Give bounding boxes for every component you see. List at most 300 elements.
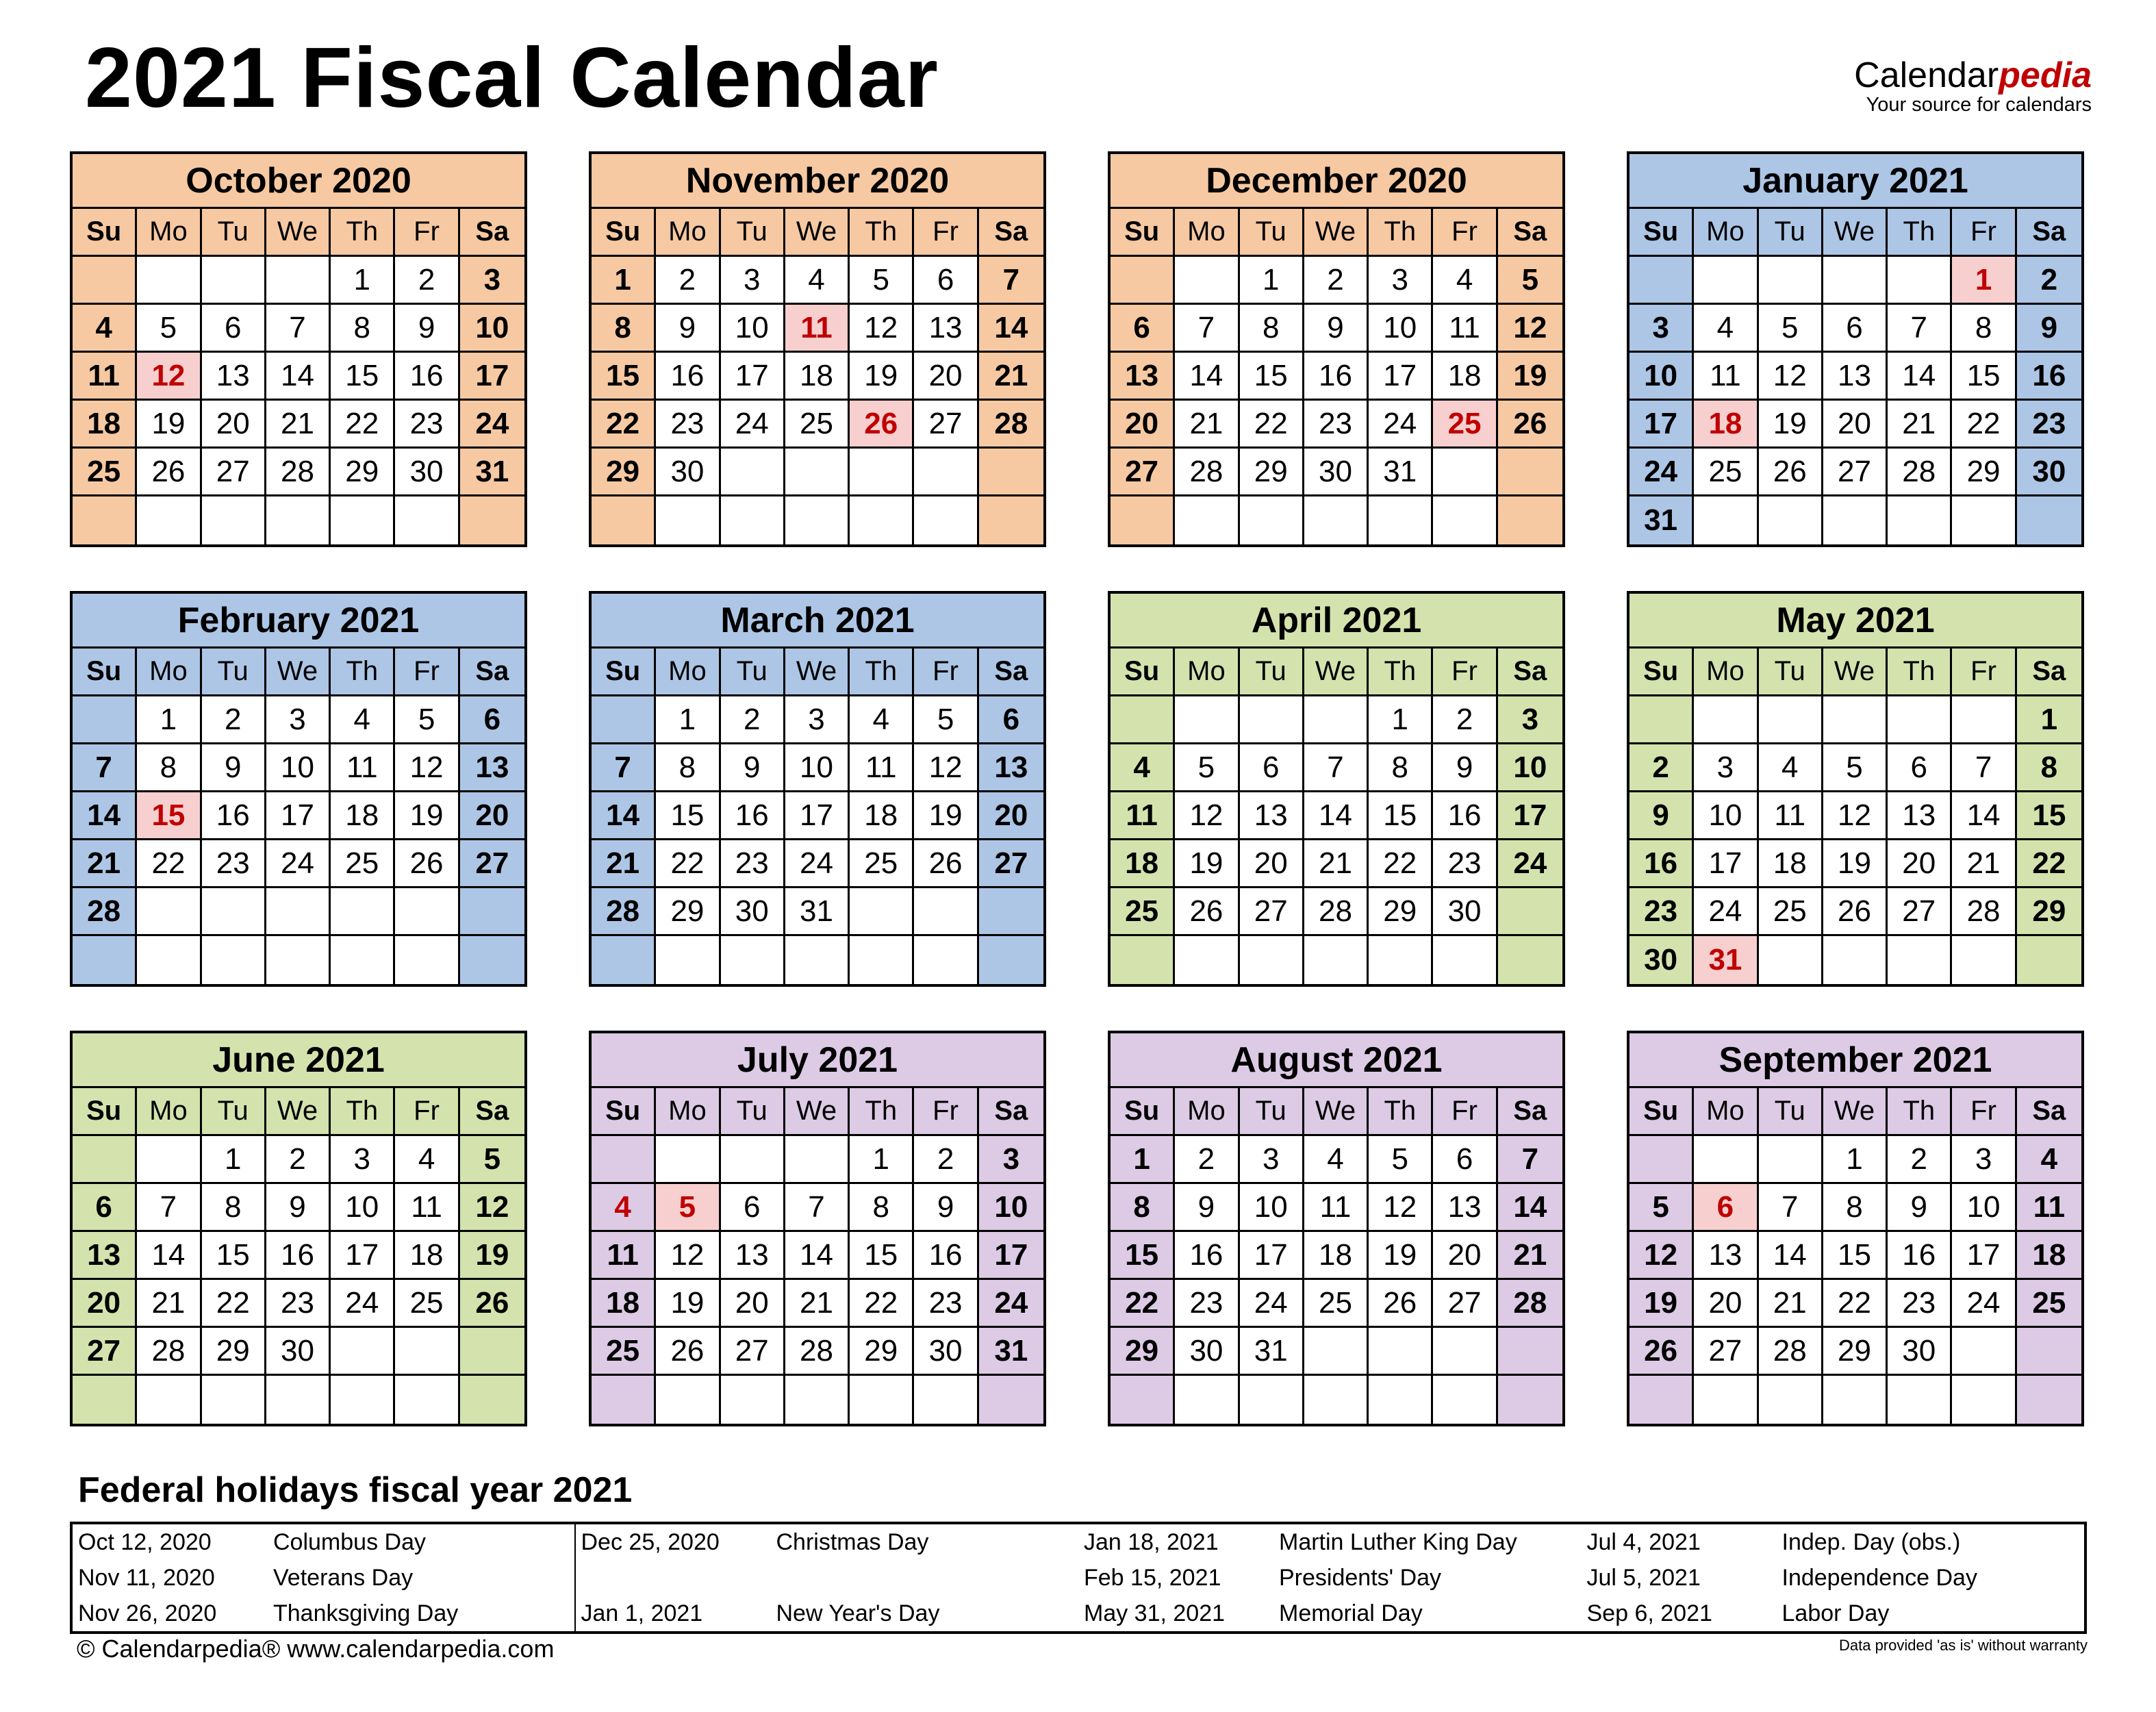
day-cell[interactable]: 28 <box>137 1328 201 1376</box>
day-cell[interactable]: 5 <box>850 257 914 305</box>
day-cell[interactable]: 20 <box>1433 1232 1497 1280</box>
day-cell[interactable]: 5 <box>1175 744 1239 792</box>
day-cell[interactable]: 4 <box>1759 744 1823 792</box>
day-cell[interactable]: 28 <box>1304 888 1369 936</box>
day-cell[interactable]: 27 <box>1823 449 1888 496</box>
day-cell[interactable]: 4 <box>331 696 395 744</box>
day-cell[interactable]: 17 <box>979 1232 1043 1280</box>
day-cell[interactable]: 15 <box>202 1232 266 1280</box>
day-cell[interactable]: 22 <box>137 840 201 888</box>
day-cell[interactable]: 18 <box>2017 1232 2081 1280</box>
day-cell[interactable]: 31 <box>1240 1328 1304 1376</box>
day-cell[interactable]: 8 <box>1111 1184 1175 1232</box>
day-cell[interactable]: 22 <box>1111 1280 1175 1328</box>
day-cell[interactable]: 6 <box>460 696 524 744</box>
day-cell[interactable]: 25 <box>331 840 395 888</box>
day-cell[interactable]: 22 <box>1240 401 1304 449</box>
day-cell[interactable]: 9 <box>395 305 459 353</box>
day-cell[interactable]: 19 <box>914 792 978 840</box>
day-cell[interactable]: 7 <box>1888 305 1952 353</box>
day-cell[interactable]: 6 <box>1433 1136 1497 1184</box>
day-cell[interactable]: 4 <box>850 696 914 744</box>
day-cell[interactable]: 23 <box>721 840 785 888</box>
day-cell[interactable]: 1 <box>1111 1136 1175 1184</box>
day-cell[interactable]: 3 <box>266 696 331 744</box>
day-cell[interactable]: 8 <box>1240 305 1304 353</box>
day-cell[interactable]: 12 <box>395 744 459 792</box>
day-cell[interactable]: 16 <box>1629 840 1694 888</box>
day-cell[interactable]: 31 <box>979 1328 1043 1376</box>
day-cell[interactable]: 20 <box>721 1280 785 1328</box>
day-cell[interactable]: 22 <box>850 1280 914 1328</box>
day-cell[interactable]: 11 <box>73 353 137 401</box>
day-cell[interactable]: 26 <box>137 449 201 496</box>
day-cell[interactable]: 24 <box>1952 1280 2016 1328</box>
day-cell[interactable]: 22 <box>1369 840 1433 888</box>
day-cell[interactable]: 19 <box>1369 1232 1433 1280</box>
day-cell[interactable]: 7 <box>979 257 1043 305</box>
day-cell[interactable]: 19 <box>850 353 914 401</box>
day-cell[interactable]: 28 <box>785 1328 850 1376</box>
brand-logo[interactable] <box>1854 55 2092 116</box>
day-cell[interactable]: 22 <box>1823 1280 1888 1328</box>
day-cell[interactable]: 3 <box>1694 744 1758 792</box>
holiday-day-cell[interactable]: 5 <box>656 1184 720 1232</box>
day-cell[interactable]: 11 <box>1433 305 1497 353</box>
day-cell[interactable]: 11 <box>592 1232 656 1280</box>
day-cell[interactable]: 4 <box>1694 305 1758 353</box>
day-cell[interactable]: 9 <box>1304 305 1369 353</box>
day-cell[interactable]: 18 <box>1433 353 1497 401</box>
day-cell[interactable]: 31 <box>460 449 524 496</box>
day-cell[interactable]: 15 <box>1823 1232 1888 1280</box>
day-cell[interactable]: 7 <box>1498 1136 1562 1184</box>
day-cell[interactable]: 10 <box>721 305 785 353</box>
day-cell[interactable]: 21 <box>266 401 331 449</box>
day-cell[interactable]: 11 <box>1694 353 1758 401</box>
day-cell[interactable]: 12 <box>850 305 914 353</box>
day-cell[interactable]: 3 <box>979 1136 1043 1184</box>
day-cell[interactable]: 23 <box>202 840 266 888</box>
day-cell[interactable]: 7 <box>592 744 656 792</box>
day-cell[interactable]: 14 <box>266 353 331 401</box>
holiday-day-cell[interactable]: 15 <box>137 792 201 840</box>
day-cell[interactable]: 7 <box>1304 744 1369 792</box>
day-cell[interactable]: 15 <box>1111 1232 1175 1280</box>
day-cell[interactable]: 19 <box>1175 840 1239 888</box>
day-cell[interactable]: 3 <box>721 257 785 305</box>
day-cell[interactable]: 10 <box>1240 1184 1304 1232</box>
day-cell[interactable]: 21 <box>1175 401 1239 449</box>
day-cell[interactable]: 28 <box>1175 449 1239 496</box>
day-cell[interactable]: 12 <box>1369 1184 1433 1232</box>
day-cell[interactable]: 26 <box>1498 401 1562 449</box>
day-cell[interactable]: 19 <box>1823 840 1888 888</box>
day-cell[interactable]: 28 <box>1952 888 2016 936</box>
day-cell[interactable]: 8 <box>331 305 395 353</box>
day-cell[interactable]: 9 <box>266 1184 331 1232</box>
day-cell[interactable]: 18 <box>1304 1232 1369 1280</box>
day-cell[interactable]: 28 <box>1498 1280 1562 1328</box>
day-cell[interactable]: 24 <box>1694 888 1758 936</box>
holiday-day-cell[interactable]: 11 <box>785 305 850 353</box>
day-cell[interactable]: 24 <box>979 1280 1043 1328</box>
day-cell[interactable]: 5 <box>1369 1136 1433 1184</box>
day-cell[interactable]: 3 <box>1240 1136 1304 1184</box>
day-cell[interactable]: 15 <box>1240 353 1304 401</box>
day-cell[interactable]: 9 <box>721 744 785 792</box>
day-cell[interactable]: 17 <box>1952 1232 2016 1280</box>
day-cell[interactable]: 18 <box>331 792 395 840</box>
day-cell[interactable]: 16 <box>2017 353 2081 401</box>
day-cell[interactable]: 5 <box>1629 1184 1694 1232</box>
day-cell[interactable]: 21 <box>1888 401 1952 449</box>
day-cell[interactable]: 27 <box>1433 1280 1497 1328</box>
day-cell[interactable]: 17 <box>1694 840 1758 888</box>
day-cell[interactable]: 6 <box>1111 305 1175 353</box>
day-cell[interactable]: 17 <box>785 792 850 840</box>
day-cell[interactable]: 11 <box>850 744 914 792</box>
day-cell[interactable]: 8 <box>592 305 656 353</box>
day-cell[interactable]: 18 <box>850 792 914 840</box>
day-cell[interactable]: 22 <box>331 401 395 449</box>
day-cell[interactable]: 29 <box>1240 449 1304 496</box>
day-cell[interactable]: 15 <box>1952 353 2016 401</box>
day-cell[interactable]: 2 <box>1433 696 1497 744</box>
day-cell[interactable]: 23 <box>395 401 459 449</box>
day-cell[interactable]: 8 <box>1369 744 1433 792</box>
day-cell[interactable]: 10 <box>785 744 850 792</box>
day-cell[interactable]: 4 <box>395 1136 459 1184</box>
day-cell[interactable]: 15 <box>331 353 395 401</box>
day-cell[interactable]: 22 <box>592 401 656 449</box>
day-cell[interactable]: 30 <box>656 449 720 496</box>
day-cell[interactable]: 28 <box>592 888 656 936</box>
day-cell[interactable]: 14 <box>1175 353 1239 401</box>
day-cell[interactable]: 26 <box>1369 1280 1433 1328</box>
day-cell[interactable]: 29 <box>1823 1328 1888 1376</box>
day-cell[interactable]: 14 <box>1952 792 2016 840</box>
day-cell[interactable]: 13 <box>979 744 1043 792</box>
day-cell[interactable]: 13 <box>73 1232 137 1280</box>
day-cell[interactable]: 23 <box>266 1280 331 1328</box>
day-cell[interactable]: 21 <box>785 1280 850 1328</box>
day-cell[interactable]: 4 <box>785 257 850 305</box>
day-cell[interactable]: 17 <box>1629 401 1694 449</box>
day-cell[interactable]: 6 <box>1240 744 1304 792</box>
day-cell[interactable]: 12 <box>1823 792 1888 840</box>
day-cell[interactable]: 22 <box>1952 401 2016 449</box>
day-cell[interactable]: 19 <box>656 1280 720 1328</box>
day-cell[interactable]: 3 <box>1952 1136 2016 1184</box>
day-cell[interactable]: 14 <box>1304 792 1369 840</box>
day-cell[interactable]: 24 <box>1240 1280 1304 1328</box>
day-cell[interactable]: 13 <box>202 353 266 401</box>
day-cell[interactable]: 14 <box>785 1232 850 1280</box>
day-cell[interactable]: 21 <box>1304 840 1369 888</box>
holiday-day-cell[interactable]: 26 <box>850 401 914 449</box>
day-cell[interactable]: 1 <box>1823 1136 1888 1184</box>
day-cell[interactable]: 9 <box>1629 792 1694 840</box>
day-cell[interactable]: 2 <box>395 257 459 305</box>
day-cell[interactable]: 5 <box>460 1136 524 1184</box>
day-cell[interactable]: 21 <box>592 840 656 888</box>
day-cell[interactable]: 21 <box>1498 1232 1562 1280</box>
day-cell[interactable]: 2 <box>202 696 266 744</box>
day-cell[interactable]: 3 <box>460 257 524 305</box>
day-cell[interactable]: 28 <box>1759 1328 1823 1376</box>
day-cell[interactable]: 2 <box>656 257 720 305</box>
day-cell[interactable]: 31 <box>1629 496 1694 544</box>
day-cell[interactable]: 30 <box>1304 449 1369 496</box>
day-cell[interactable]: 20 <box>202 401 266 449</box>
day-cell[interactable]: 8 <box>137 744 201 792</box>
day-cell[interactable]: 4 <box>2017 1136 2081 1184</box>
day-cell[interactable]: 26 <box>1759 449 1823 496</box>
day-cell[interactable]: 19 <box>395 792 459 840</box>
day-cell[interactable]: 2 <box>1175 1136 1239 1184</box>
day-cell[interactable]: 30 <box>266 1328 331 1376</box>
day-cell[interactable]: 26 <box>460 1280 524 1328</box>
day-cell[interactable]: 4 <box>1304 1136 1369 1184</box>
day-cell[interactable]: 16 <box>721 792 785 840</box>
day-cell[interactable]: 8 <box>202 1184 266 1232</box>
day-cell[interactable]: 28 <box>73 888 137 936</box>
day-cell[interactable]: 13 <box>460 744 524 792</box>
day-cell[interactable]: 26 <box>914 840 978 888</box>
day-cell[interactable]: 20 <box>1888 840 1952 888</box>
day-cell[interactable]: 25 <box>850 840 914 888</box>
day-cell[interactable]: 4 <box>73 305 137 353</box>
day-cell[interactable]: 26 <box>1629 1328 1694 1376</box>
day-cell[interactable]: 14 <box>1759 1232 1823 1280</box>
day-cell[interactable]: 23 <box>1629 888 1694 936</box>
day-cell[interactable]: 14 <box>592 792 656 840</box>
day-cell[interactable]: 6 <box>914 257 978 305</box>
day-cell[interactable]: 1 <box>656 696 720 744</box>
day-cell[interactable]: 19 <box>1629 1280 1694 1328</box>
day-cell[interactable]: 21 <box>137 1280 201 1328</box>
day-cell[interactable]: 7 <box>137 1184 201 1232</box>
day-cell[interactable]: 13 <box>1433 1184 1497 1232</box>
day-cell[interactable]: 1 <box>850 1136 914 1184</box>
day-cell[interactable]: 23 <box>2017 401 2081 449</box>
day-cell[interactable]: 15 <box>592 353 656 401</box>
day-cell[interactable]: 17 <box>1240 1232 1304 1280</box>
day-cell[interactable]: 27 <box>914 401 978 449</box>
day-cell[interactable]: 10 <box>266 744 331 792</box>
day-cell[interactable]: 6 <box>1823 305 1888 353</box>
day-cell[interactable]: 24 <box>331 1280 395 1328</box>
day-cell[interactable]: 16 <box>1175 1232 1239 1280</box>
day-cell[interactable]: 31 <box>785 888 850 936</box>
day-cell[interactable]: 4 <box>1111 744 1175 792</box>
day-cell[interactable]: 25 <box>1759 888 1823 936</box>
day-cell[interactable]: 14 <box>137 1232 201 1280</box>
day-cell[interactable]: 23 <box>656 401 720 449</box>
day-cell[interactable]: 12 <box>1498 305 1562 353</box>
day-cell[interactable]: 3 <box>1629 305 1694 353</box>
day-cell[interactable]: 5 <box>1759 305 1823 353</box>
day-cell[interactable]: 17 <box>460 353 524 401</box>
day-cell[interactable]: 26 <box>395 840 459 888</box>
day-cell[interactable]: 18 <box>1759 840 1823 888</box>
day-cell[interactable]: 13 <box>1694 1232 1758 1280</box>
day-cell[interactable]: 30 <box>914 1328 978 1376</box>
day-cell[interactable]: 29 <box>850 1328 914 1376</box>
day-cell[interactable]: 13 <box>1111 353 1175 401</box>
day-cell[interactable]: 6 <box>979 696 1043 744</box>
holiday-day-cell[interactable]: 12 <box>137 353 201 401</box>
day-cell[interactable]: 30 <box>1629 936 1694 984</box>
day-cell[interactable]: 1 <box>137 696 201 744</box>
day-cell[interactable]: 16 <box>1888 1232 1952 1280</box>
holiday-day-cell[interactable]: 6 <box>1694 1184 1758 1232</box>
day-cell[interactable]: 17 <box>1369 353 1433 401</box>
day-cell[interactable]: 20 <box>73 1280 137 1328</box>
day-cell[interactable]: 22 <box>202 1280 266 1328</box>
day-cell[interactable]: 10 <box>1629 353 1694 401</box>
day-cell[interactable]: 9 <box>914 1184 978 1232</box>
day-cell[interactable]: 2 <box>914 1136 978 1184</box>
day-cell[interactable]: 9 <box>2017 305 2081 353</box>
day-cell[interactable]: 1 <box>202 1136 266 1184</box>
day-cell[interactable]: 23 <box>1433 840 1497 888</box>
day-cell[interactable]: 11 <box>1304 1184 1369 1232</box>
day-cell[interactable]: 23 <box>1175 1280 1239 1328</box>
day-cell[interactable]: 10 <box>1498 744 1562 792</box>
day-cell[interactable]: 14 <box>1888 353 1952 401</box>
day-cell[interactable]: 29 <box>202 1328 266 1376</box>
day-cell[interactable]: 29 <box>592 449 656 496</box>
day-cell[interactable]: 18 <box>395 1232 459 1280</box>
day-cell[interactable]: 17 <box>331 1232 395 1280</box>
day-cell[interactable]: 10 <box>1952 1184 2016 1232</box>
day-cell[interactable]: 10 <box>331 1184 395 1232</box>
day-cell[interactable]: 28 <box>1888 449 1952 496</box>
day-cell[interactable]: 9 <box>1433 744 1497 792</box>
day-cell[interactable]: 6 <box>73 1184 137 1232</box>
day-cell[interactable]: 29 <box>2017 888 2081 936</box>
day-cell[interactable]: 3 <box>1369 257 1433 305</box>
day-cell[interactable]: 12 <box>1629 1232 1694 1280</box>
day-cell[interactable]: 19 <box>1498 353 1562 401</box>
day-cell[interactable]: 24 <box>1369 401 1433 449</box>
day-cell[interactable]: 11 <box>1759 792 1823 840</box>
day-cell[interactable]: 25 <box>592 1328 656 1376</box>
day-cell[interactable]: 3 <box>331 1136 395 1184</box>
day-cell[interactable]: 18 <box>1111 840 1175 888</box>
day-cell[interactable]: 10 <box>1369 305 1433 353</box>
day-cell[interactable]: 7 <box>73 744 137 792</box>
holiday-day-cell[interactable]: 4 <box>592 1184 656 1232</box>
day-cell[interactable]: 27 <box>1111 449 1175 496</box>
day-cell[interactable]: 27 <box>1888 888 1952 936</box>
day-cell[interactable]: 29 <box>656 888 720 936</box>
day-cell[interactable]: 20 <box>979 792 1043 840</box>
day-cell[interactable]: 27 <box>979 840 1043 888</box>
day-cell[interactable]: 24 <box>266 840 331 888</box>
day-cell[interactable]: 13 <box>1823 353 1888 401</box>
day-cell[interactable]: 30 <box>395 449 459 496</box>
holiday-day-cell[interactable]: 1 <box>1952 257 2016 305</box>
day-cell[interactable]: 14 <box>979 305 1043 353</box>
day-cell[interactable]: 17 <box>266 792 331 840</box>
day-cell[interactable]: 20 <box>460 792 524 840</box>
day-cell[interactable]: 5 <box>1823 744 1888 792</box>
day-cell[interactable]: 18 <box>592 1280 656 1328</box>
day-cell[interactable]: 16 <box>395 353 459 401</box>
day-cell[interactable]: 25 <box>1111 888 1175 936</box>
day-cell[interactable]: 27 <box>202 449 266 496</box>
day-cell[interactable]: 22 <box>2017 840 2081 888</box>
day-cell[interactable]: 9 <box>656 305 720 353</box>
day-cell[interactable]: 2 <box>1888 1136 1952 1184</box>
day-cell[interactable]: 16 <box>656 353 720 401</box>
day-cell[interactable]: 15 <box>1369 792 1433 840</box>
day-cell[interactable]: 15 <box>656 792 720 840</box>
day-cell[interactable]: 24 <box>460 401 524 449</box>
day-cell[interactable]: 20 <box>1240 840 1304 888</box>
day-cell[interactable]: 1 <box>331 257 395 305</box>
day-cell[interactable]: 24 <box>785 840 850 888</box>
day-cell[interactable]: 16 <box>1304 353 1369 401</box>
day-cell[interactable]: 12 <box>656 1232 720 1280</box>
day-cell[interactable]: 1 <box>592 257 656 305</box>
day-cell[interactable]: 25 <box>395 1280 459 1328</box>
day-cell[interactable]: 13 <box>914 305 978 353</box>
day-cell[interactable]: 5 <box>395 696 459 744</box>
day-cell[interactable]: 29 <box>331 449 395 496</box>
holiday-day-cell[interactable]: 25 <box>1433 401 1497 449</box>
day-cell[interactable]: 25 <box>785 401 850 449</box>
day-cell[interactable]: 30 <box>1888 1328 1952 1376</box>
day-cell[interactable]: 13 <box>1888 792 1952 840</box>
day-cell[interactable]: 16 <box>266 1232 331 1280</box>
day-cell[interactable]: 7 <box>1175 305 1239 353</box>
day-cell[interactable]: 20 <box>1111 401 1175 449</box>
day-cell[interactable]: 24 <box>1498 840 1562 888</box>
day-cell[interactable]: 17 <box>721 353 785 401</box>
day-cell[interactable]: 8 <box>656 744 720 792</box>
day-cell[interactable]: 2 <box>1629 744 1694 792</box>
day-cell[interactable]: 24 <box>721 401 785 449</box>
holiday-day-cell[interactable]: 31 <box>1694 936 1758 984</box>
day-cell[interactable]: 25 <box>2017 1280 2081 1328</box>
day-cell[interactable]: 31 <box>1369 449 1433 496</box>
day-cell[interactable]: 11 <box>1111 792 1175 840</box>
day-cell[interactable]: 21 <box>1759 1280 1823 1328</box>
day-cell[interactable]: 10 <box>460 305 524 353</box>
day-cell[interactable]: 16 <box>1433 792 1497 840</box>
day-cell[interactable]: 8 <box>850 1184 914 1232</box>
day-cell[interactable]: 30 <box>1175 1328 1239 1376</box>
day-cell[interactable]: 18 <box>785 353 850 401</box>
day-cell[interactable]: 19 <box>137 401 201 449</box>
day-cell[interactable]: 21 <box>1952 840 2016 888</box>
day-cell[interactable]: 6 <box>202 305 266 353</box>
day-cell[interactable]: 22 <box>656 840 720 888</box>
day-cell[interactable]: 30 <box>1433 888 1497 936</box>
day-cell[interactable]: 9 <box>202 744 266 792</box>
day-cell[interactable]: 28 <box>266 449 331 496</box>
day-cell[interactable]: 8 <box>1952 305 2016 353</box>
day-cell[interactable]: 23 <box>914 1280 978 1328</box>
day-cell[interactable]: 11 <box>2017 1184 2081 1232</box>
day-cell[interactable]: 7 <box>785 1184 850 1232</box>
day-cell[interactable]: 11 <box>331 744 395 792</box>
day-cell[interactable]: 8 <box>1823 1184 1888 1232</box>
